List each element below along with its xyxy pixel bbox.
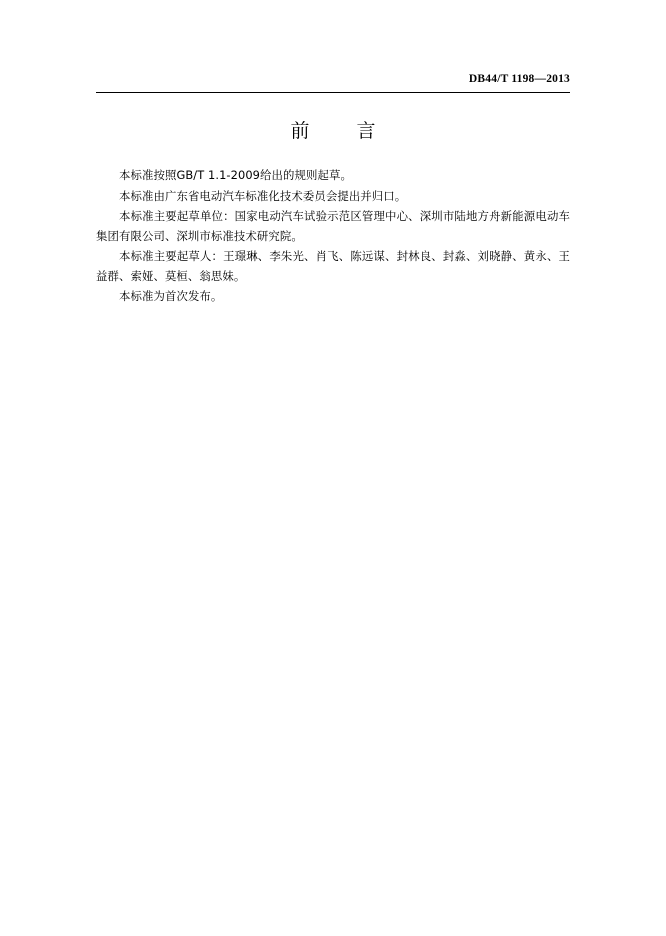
paragraph: 本标准按照GB/T 1.1-2009给出的规则起草。 xyxy=(119,168,352,182)
foreword-body xyxy=(96,166,570,307)
paragraph: 本标准主要起草人：王璟琳、李朱光、肖飞、陈远谋、封林良、封淼、刘晓静、黄永、王益群、索娅、莫桓、翁思妹。 xyxy=(96,249,570,283)
page-title: 前 言 xyxy=(290,120,390,142)
paragraph: 本标准为首次发布。 xyxy=(119,289,223,303)
standard-number: DB44/T 1198—2013 xyxy=(468,73,570,85)
page-header xyxy=(96,74,570,89)
header-divider xyxy=(96,92,570,93)
paragraph: 本标准由广东省电动汽车标准化技术委员会提出并归口。 xyxy=(119,188,407,203)
paragraph: 本标准主要起草单位：国家电动汽车试验示范区管理中心、深圳市陆地方舟新能源电动车集团有限公司、深圳市标准技术研究院。 xyxy=(96,209,570,243)
